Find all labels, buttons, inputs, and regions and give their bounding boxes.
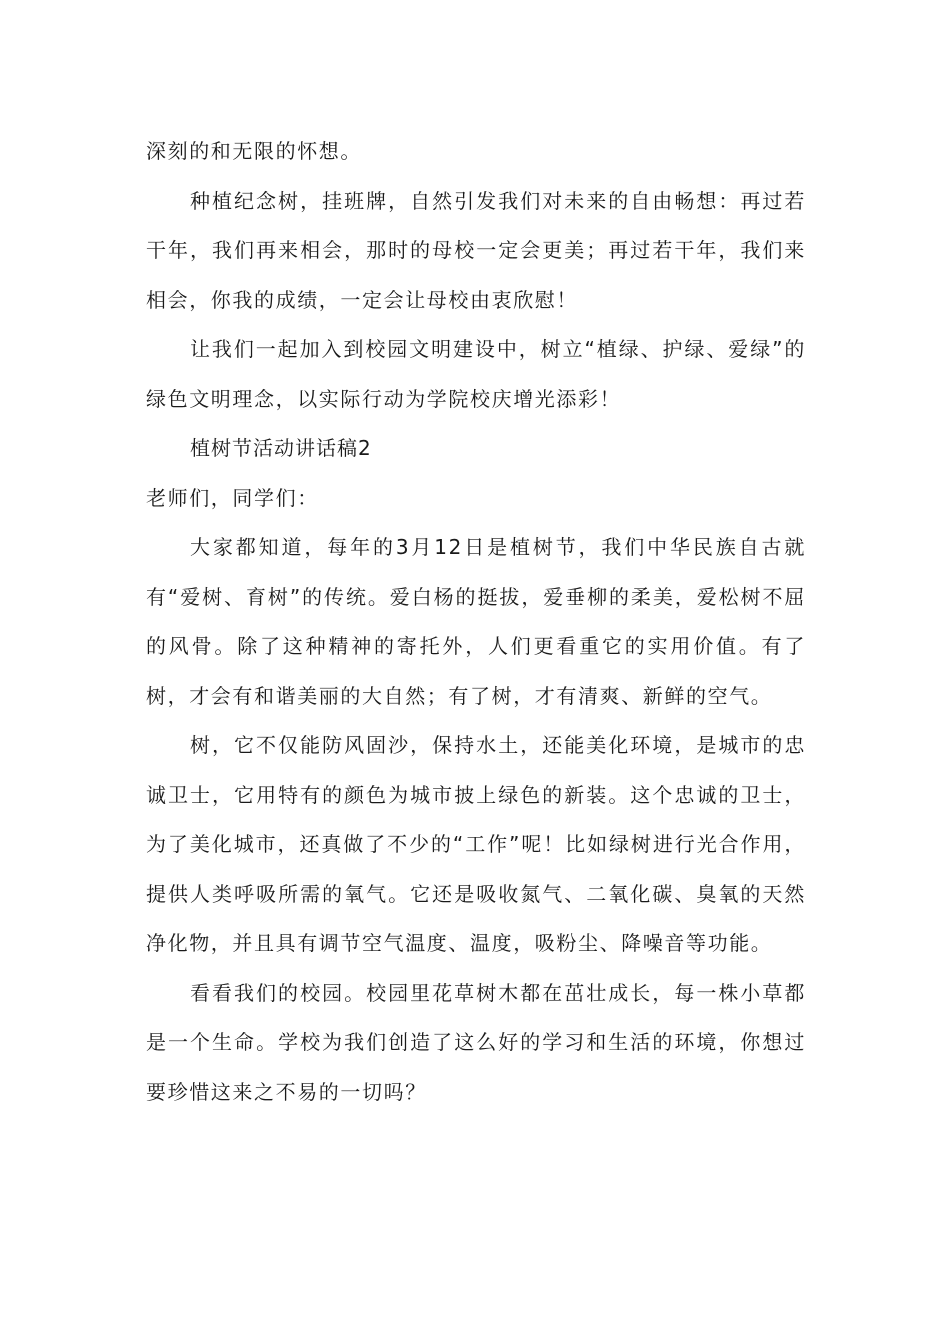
paragraph-tree-functions: 树，它不仅能防风固沙，保持水土，还能美化环境，是城市的忠诚卫士，它用特有的颜色为城市披上绿色的新装。这个忠诚的卫士，为了美化城市，还真做了不少的“工作”呢！比如绿树进行光合作用，提供人类呼吸所需的氧气。它还是吸收氮气、二氧化碳、臭氧的天然净化物，并且具有调节空气温度、温度，吸粉尘、降噪音等功能。 — [146, 733, 806, 955]
paragraph-campus-civilization: 让我们一起加入到校园文明建设中，树立“植绿、护绿、爱绿”的绿色文明理念，以实际行动为学院校庆增光添彩！ — [146, 337, 806, 411]
paragraph-arbor-day: 大家都知道，每年的3月12日是植树节，我们中华民族自古就有“爱树、育树”的传统。爱白杨的挺拔，爱垂柳的柔美，爱松树不屈的风骨。除了这种精神的寄托外，人们更看重它的实用价值。有了树，才会有和谐美丽的大自然；有了树，才有清爽、新鲜的空气。 — [146, 535, 806, 708]
paragraph-memorial-tree: 种植纪念树，挂班牌，自然引发我们对未来的自由畅想：再过若干年，我们再来相会，那时的母校一定会更美；再过若干年，我们来相会，你我的成绩，一定会让母校由衷欣慰！ — [146, 188, 806, 312]
paragraph-our-campus: 看看我们的校园。校园里花草树木都在茁壮成长，每一株小草都是一个生命。学校为我们创造了这么好的学习和生活的环境，你想过要珍惜这来之不易的一切吗？ — [146, 980, 806, 1104]
paragraph-continuation: 深刻的和无限的怀想。 — [146, 139, 362, 163]
salutation: 老师们，同学们： — [146, 485, 319, 510]
section-heading: 植树节活动讲话稿2 — [190, 436, 372, 460]
document-body — [146, 127, 806, 1117]
